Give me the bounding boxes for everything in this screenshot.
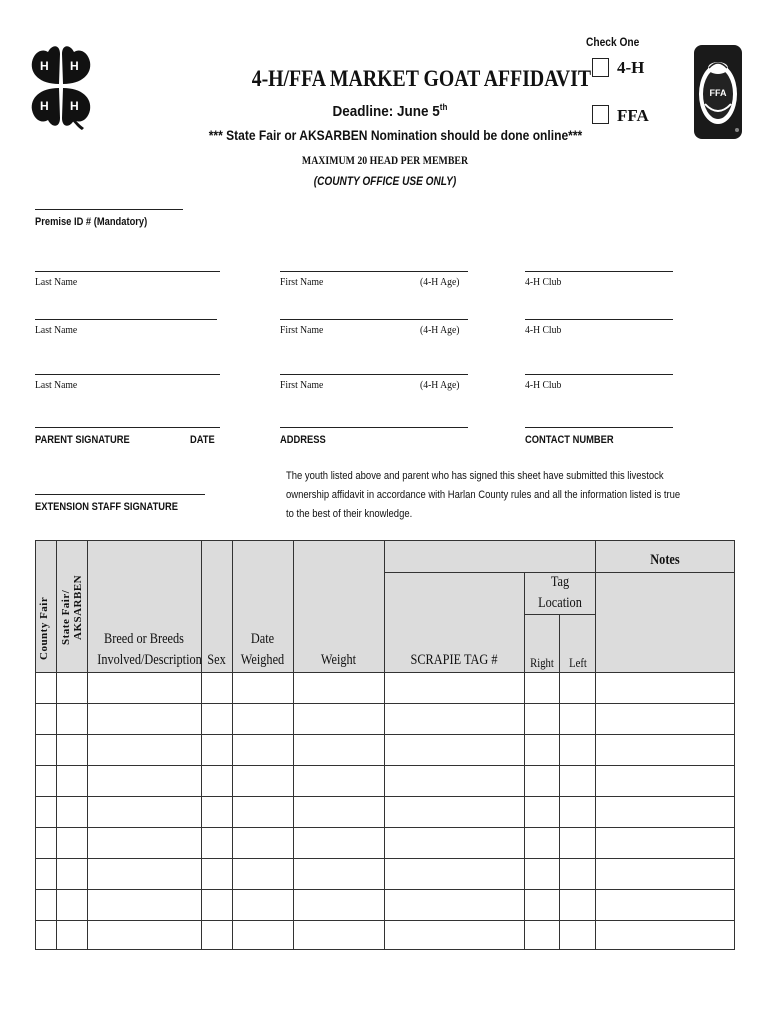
tag-left-header: Left — [569, 655, 587, 670]
club-label: 4-H Club — [525, 379, 562, 391]
date-label: DATE — [190, 434, 215, 446]
premise-id-label: Premise ID # (Mandatory) — [35, 216, 148, 228]
county-fair-header: County Fair — [38, 596, 50, 660]
age-label: (4-H Age) — [420, 379, 460, 391]
age-label: (4-H Age) — [420, 324, 460, 336]
form-title: 4-H/FFA MARKET GOAT AFFIDAVIT — [251, 66, 592, 91]
breed-header-line1: Breed or Breeds — [104, 631, 184, 647]
contact-number-label: CONTACT NUMBER — [525, 434, 614, 446]
tag-right-header: Right — [530, 655, 554, 670]
tag-location-header-line2: Location — [538, 595, 582, 611]
first-name-label: First Name — [280, 379, 324, 391]
extension-signature-label: EXTENSION STAFF SIGNATURE — [35, 501, 179, 513]
first-name-label: First Name — [280, 276, 324, 288]
checkbox-4h-label: 4-H — [617, 58, 645, 77]
clover-letter: H — [40, 59, 49, 73]
max-head-note: MAXIMUM 20 HEAD PER MEMBER — [301, 153, 469, 167]
date-weighed-header-line1: Date — [250, 631, 275, 647]
affidavit-statement: The youth listed above and parent who has signed this sheet have submitted this livestock ownership affidavit in accordance with Harlan County rules and all the information listed is true to the best of their knowledge. — [286, 470, 681, 520]
weight-header: Weight — [320, 652, 357, 668]
clover-letter: H — [70, 59, 79, 73]
clover-letter: H — [70, 99, 79, 113]
age-label: (4-H Age) — [420, 276, 460, 288]
last-name-label: Last Name — [35, 324, 78, 336]
last-name-label: Last Name — [35, 379, 78, 391]
club-label: 4-H Club — [525, 276, 562, 288]
county-office-use-note: (COUNTY OFFICE USE ONLY) — [313, 174, 457, 188]
deadline-suffix: th — [439, 102, 448, 112]
last-name-label: Last Name — [35, 276, 78, 288]
tag-location-header-line1: Tag — [550, 574, 570, 590]
date-weighed-header-line2: Weighed — [240, 652, 285, 668]
scrapie-tag-header: SCRAPIE TAG # — [410, 652, 498, 668]
online-nomination-note: *** State Fair or AKSARBEN Nomination should be done online*** — [208, 127, 583, 143]
clover-letter: H — [40, 99, 49, 113]
breed-header — [97, 629, 202, 671]
checkbox-ffa-label: FFA — [617, 106, 649, 125]
deadline-text: Deadline: June 5 — [332, 103, 440, 120]
sex-header: Sex — [207, 652, 226, 668]
date-weighed-header — [237, 629, 287, 671]
state-fair-header-line1: State Fair/ — [60, 589, 72, 645]
check-one-label: Check One — [586, 35, 640, 49]
tag-location-header — [530, 572, 589, 614]
address-label: ADDRESS — [280, 434, 326, 446]
breed-header-line2: Involved/Description — [97, 652, 202, 668]
parent-signature-label: PARENT SIGNATURE — [35, 434, 130, 446]
state-fair-header-line2: AKSARBEN — [72, 574, 84, 640]
first-name-label: First Name — [280, 324, 324, 336]
notes-header: Notes — [650, 552, 680, 568]
club-label: 4-H Club — [525, 324, 562, 336]
ffa-emblem-text: FFA — [709, 88, 727, 98]
